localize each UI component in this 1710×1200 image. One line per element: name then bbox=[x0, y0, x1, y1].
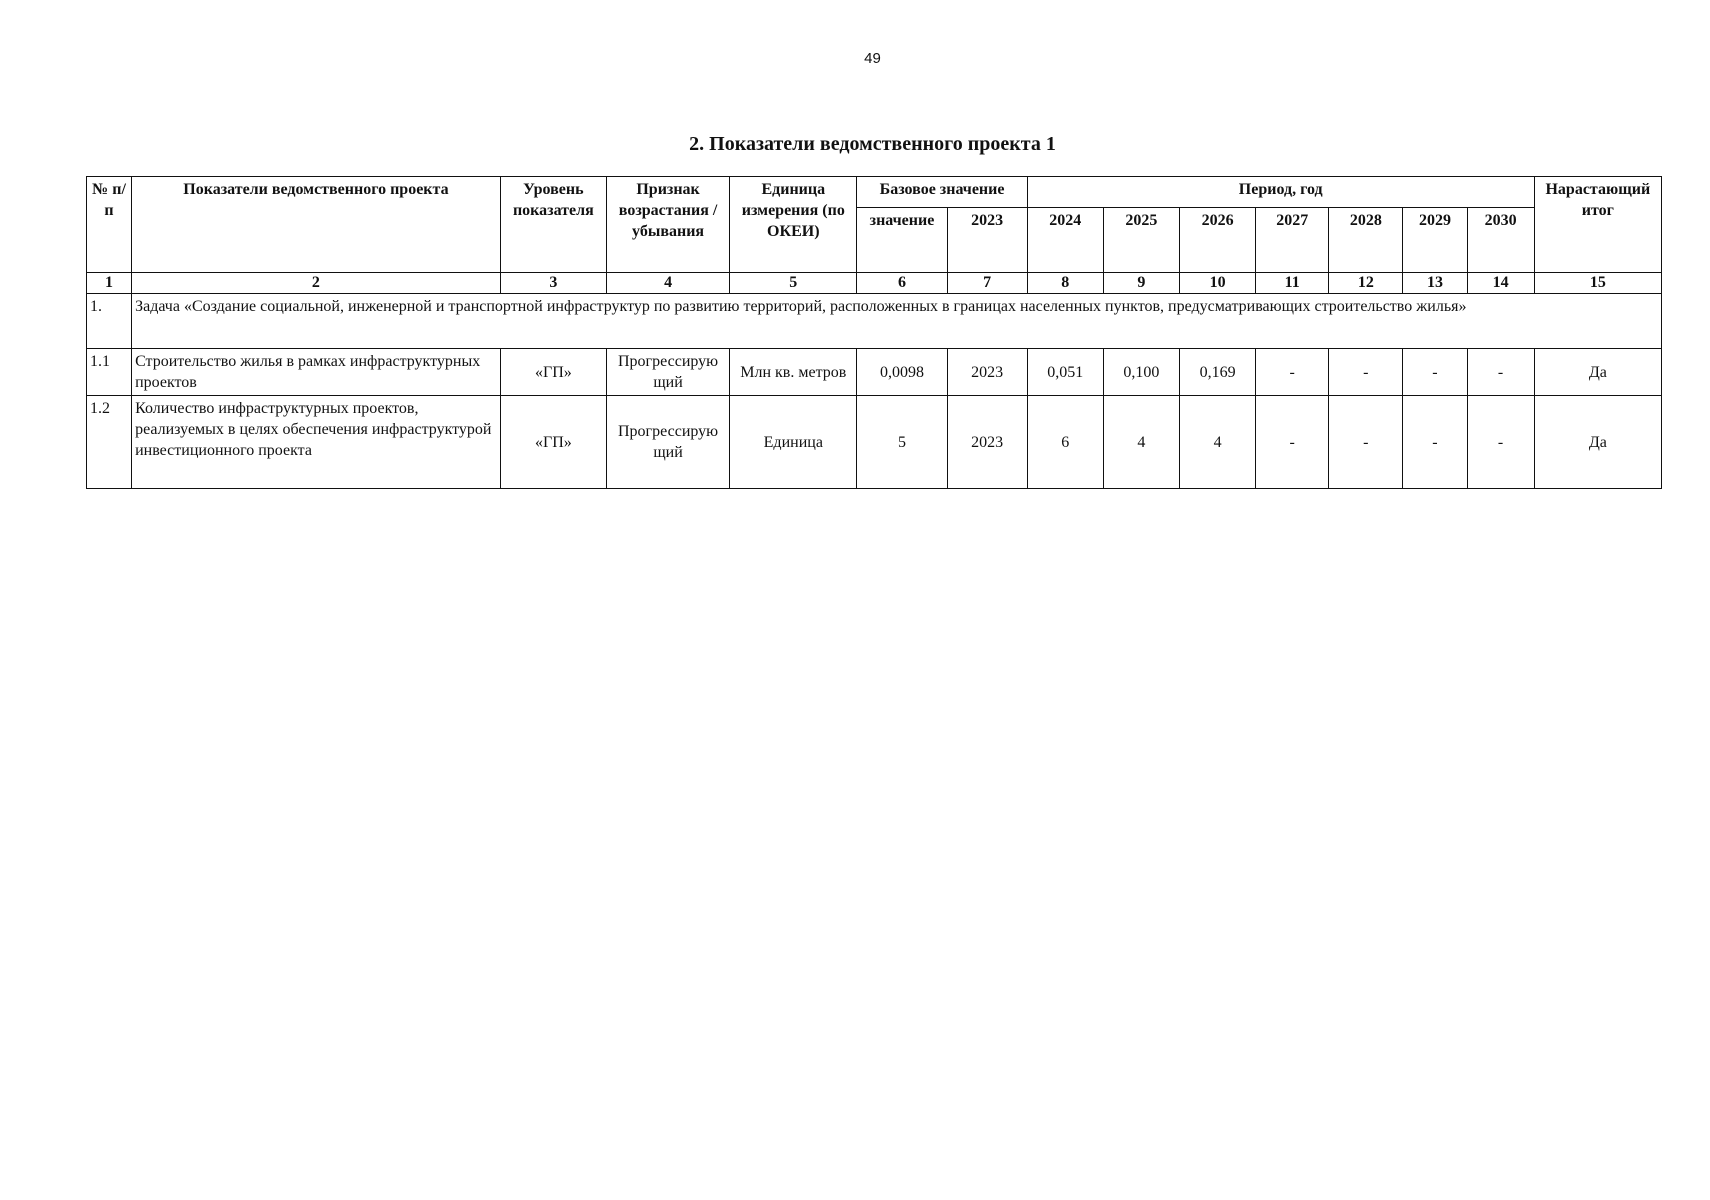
row-year-value: 0,051 bbox=[1027, 349, 1103, 396]
row-year-value: - bbox=[1467, 396, 1534, 489]
column-number: 12 bbox=[1329, 273, 1403, 294]
header-year-2030: 2030 bbox=[1467, 208, 1534, 273]
header-base-year: 2023 bbox=[947, 208, 1027, 273]
header-row-1 bbox=[87, 177, 1662, 208]
row-year-value: 4 bbox=[1103, 396, 1179, 489]
row-base-year: 2023 bbox=[947, 349, 1027, 396]
column-number: 15 bbox=[1534, 273, 1661, 294]
row-num: 1.2 bbox=[87, 396, 132, 489]
header-year-2025: 2025 bbox=[1103, 208, 1179, 273]
row-num: 1.1 bbox=[87, 349, 132, 396]
row-unit: Единица bbox=[730, 396, 857, 489]
header-base-value: значение bbox=[857, 208, 947, 273]
header-year-2027: 2027 bbox=[1256, 208, 1329, 273]
page-number: 49 bbox=[864, 50, 881, 67]
column-number: 10 bbox=[1180, 273, 1256, 294]
header-year-2028: 2028 bbox=[1329, 208, 1403, 273]
header-trend: Признак возрастания / убывания bbox=[606, 177, 729, 273]
column-number: 7 bbox=[947, 273, 1027, 294]
row-year-value: - bbox=[1256, 396, 1329, 489]
indicators-table bbox=[86, 176, 1662, 489]
column-number: 4 bbox=[606, 273, 729, 294]
row-trend: Прогрессирую щий bbox=[606, 349, 729, 396]
row-year-value: 0,100 bbox=[1103, 349, 1179, 396]
row-base-value: 5 bbox=[857, 396, 947, 489]
row-cumulative: Да bbox=[1534, 349, 1661, 396]
table-row bbox=[87, 396, 1662, 489]
header-year-2026: 2026 bbox=[1180, 208, 1256, 273]
row-year-value: 4 bbox=[1180, 396, 1256, 489]
header-year-2024: 2024 bbox=[1027, 208, 1103, 273]
column-number: 13 bbox=[1403, 273, 1467, 294]
task-row bbox=[87, 294, 1662, 349]
row-year-value: 0,169 bbox=[1180, 349, 1256, 396]
task-text: Задача «Создание социальной, инженерной и транспортной инфраструктур по развитию территорий, расположенных в границах населенных пунктов, предусматривающих строительство жилья» bbox=[132, 294, 1662, 349]
column-number: 2 bbox=[132, 273, 501, 294]
row-unit: Млн кв. метров bbox=[730, 349, 857, 396]
column-number: 5 bbox=[730, 273, 857, 294]
header-year-2029: 2029 bbox=[1403, 208, 1467, 273]
row-year-value: - bbox=[1403, 396, 1467, 489]
column-number: 14 bbox=[1467, 273, 1534, 294]
header-indicator: Показатели ведомственного проекта bbox=[132, 177, 501, 273]
row-year-value: - bbox=[1329, 396, 1403, 489]
header-period: Период, год bbox=[1027, 177, 1534, 208]
column-number: 6 bbox=[857, 273, 947, 294]
task-num: 1. bbox=[87, 294, 132, 349]
row-level: «ГП» bbox=[500, 396, 606, 489]
row-base-year: 2023 bbox=[947, 396, 1027, 489]
row-base-value: 0,0098 bbox=[857, 349, 947, 396]
row-year-value: - bbox=[1329, 349, 1403, 396]
row-year-value: - bbox=[1403, 349, 1467, 396]
row-level: «ГП» bbox=[500, 349, 606, 396]
header-cumulative: Нарастающий итог bbox=[1534, 177, 1661, 273]
column-number: 9 bbox=[1103, 273, 1179, 294]
row-indicator: Строительство жилья в рамках инфраструктурных проектов bbox=[132, 349, 501, 396]
column-number: 1 bbox=[87, 273, 132, 294]
document-title: 2. Показатели ведомственного проекта 1 bbox=[689, 133, 1056, 155]
row-year-value: - bbox=[1256, 349, 1329, 396]
header-unit: Единица измерения (по ОКЕИ) bbox=[730, 177, 857, 273]
header-level: Уровень показателя bbox=[500, 177, 606, 273]
header-base: Базовое значение bbox=[857, 177, 1027, 208]
column-numbers-row bbox=[87, 273, 1662, 294]
row-cumulative: Да bbox=[1534, 396, 1661, 489]
column-number: 8 bbox=[1027, 273, 1103, 294]
table-row bbox=[87, 349, 1662, 396]
column-number: 11 bbox=[1256, 273, 1329, 294]
header-num: № п/п bbox=[87, 177, 132, 273]
row-year-value: - bbox=[1467, 349, 1534, 396]
row-indicator: Количество инфраструктурных проектов, реализуемых в целях обеспечения инфраструктурой инвестиционного проекта bbox=[132, 396, 501, 489]
row-trend: Прогрессирую щий bbox=[606, 396, 729, 489]
column-number: 3 bbox=[500, 273, 606, 294]
row-year-value: 6 bbox=[1027, 396, 1103, 489]
